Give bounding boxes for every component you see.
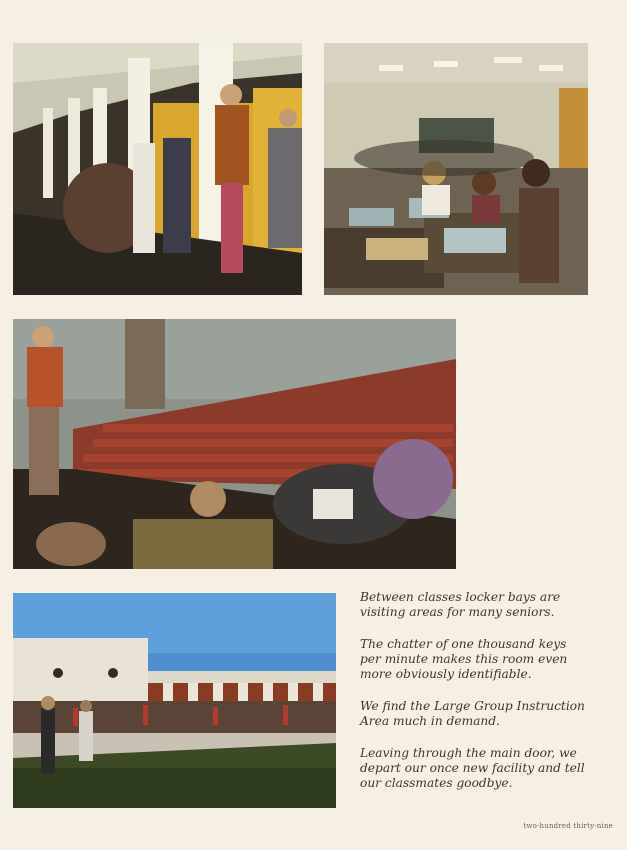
locker-bay-photo (13, 43, 302, 295)
caption-exterior: Leaving through the main door, we depart our once new facility and tell our classmates goodbye. (360, 746, 585, 790)
caption-typing: The chatter of one thousand keys per minute makes this room even more obviously identifiable. (360, 637, 568, 681)
school-exterior-photo (13, 593, 336, 808)
typing-room-photo (324, 43, 588, 295)
lecture-hall-photo (13, 319, 456, 569)
caption-lecture: We find the Large Group Instruction Area much in demand. (360, 699, 585, 728)
caption-lockers: Between classes locker bays are visiting areas for many seniors. (360, 590, 561, 619)
page-number: two-hundred thirty-nine (523, 822, 613, 830)
caption-block (360, 590, 590, 808)
